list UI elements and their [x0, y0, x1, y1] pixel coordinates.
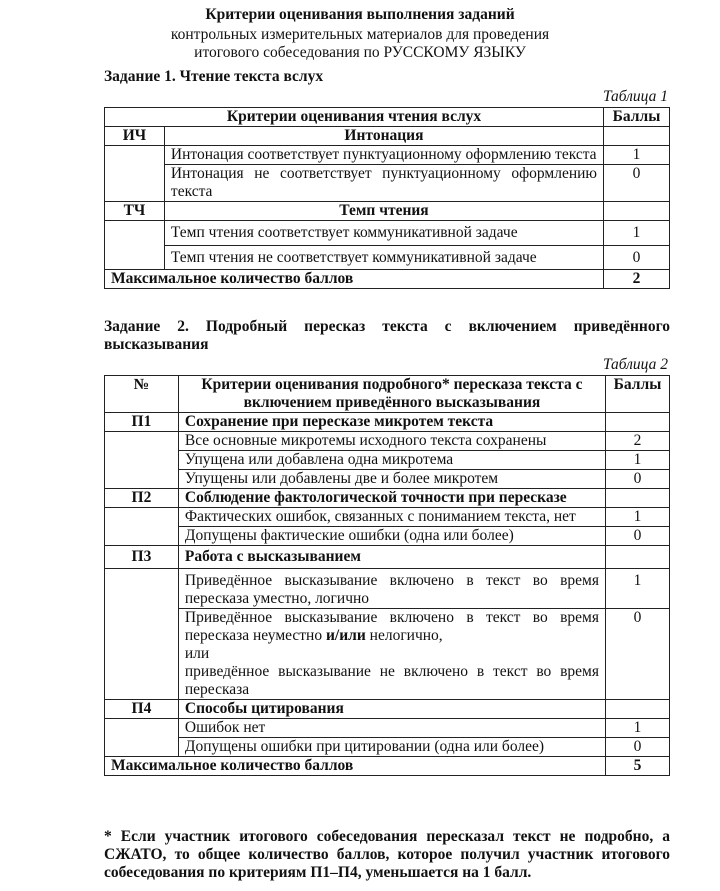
criterion-text-emphasis: и/или — [325, 627, 366, 644]
table2-col-criteria: Критерии оценивания подробного* пересказа текста с включением приведённого высказывания — [178, 376, 605, 413]
criterion-text: Фактических ошибок, связанных с пониманием текста, нет — [178, 508, 605, 527]
footnote: * Если участник итогового собеседования пересказал текст не подробно, а СЖАТО, то общее количество баллов, которое получил участник итогового собеседования по критериям П1–П4, уменьшается на 1 балл. — [104, 828, 670, 881]
table-row — [105, 508, 670, 527]
criterion-code: П4 — [105, 700, 179, 719]
table2-col-num: № — [105, 376, 179, 413]
points-cell: 0 — [604, 165, 670, 202]
table-row — [105, 569, 670, 609]
criterion-code: ИЧ — [105, 127, 165, 146]
table2-header-row — [105, 376, 670, 413]
code-spacer — [105, 146, 165, 202]
criterion-text-part: Приведённое высказывание включено в текст во время пересказа неуместно — [184, 609, 599, 644]
criterion-code: ТЧ — [105, 202, 165, 221]
criterion-text: Интонация соответствует пунктуационному оформлению текста — [164, 146, 603, 165]
document-subtitle-line-1: контрольных измерительных материалов для проведения — [170, 26, 550, 43]
table-row — [105, 221, 670, 246]
points-cell — [606, 413, 670, 432]
criterion-text: Допущены ошибки при цитировании (одна или более) — [178, 738, 605, 757]
criterion-title: Работа с высказыванием — [178, 546, 605, 569]
criterion-code: П1 — [105, 413, 179, 432]
table2-group-row — [105, 546, 670, 569]
points-cell: 0 — [606, 470, 670, 489]
table2-caption: Таблица 2 — [602, 356, 668, 373]
points-cell — [604, 127, 670, 146]
points-cell — [606, 700, 670, 719]
document-subtitle-line-2: итогового собеседования по РУССКОМУ ЯЗЫКУ — [194, 44, 526, 61]
table1-header-row — [105, 108, 670, 127]
criterion-title: Темп чтения — [164, 202, 603, 221]
points-cell: 1 — [606, 451, 670, 470]
criterion-text: Упущена или добавлена одна микротема — [178, 451, 605, 470]
table2-total-row — [105, 757, 670, 776]
table-row — [105, 451, 670, 470]
points-cell: 1 — [604, 221, 670, 246]
criterion-text: Темп чтения соответствует коммуникативной задаче — [164, 221, 603, 246]
table-row — [105, 146, 670, 165]
table-row — [105, 527, 670, 546]
max-points-label: Максимальное количество баллов — [105, 757, 606, 776]
criterion-text: Интонация не соответствует пунктуационному оформлению текста — [164, 165, 603, 202]
points-cell — [604, 202, 670, 221]
code-spacer — [105, 569, 179, 700]
criterion-text: Упущены или добавлены две и более микротем — [178, 470, 605, 489]
points-cell: 0 — [604, 246, 670, 270]
table-row — [105, 246, 670, 270]
points-cell: 0 — [606, 738, 670, 757]
points-cell: 1 — [606, 508, 670, 527]
table-row — [105, 738, 670, 757]
points-cell: 1 — [606, 719, 670, 738]
code-spacer — [105, 719, 179, 757]
table2-col-points: Баллы — [606, 376, 670, 413]
code-spacer — [105, 221, 165, 270]
criterion-text: Допущены фактические ошибки (одна или более) — [178, 527, 605, 546]
criterion-text: Все основные микротемы исходного текста сохранены — [178, 432, 605, 451]
criterion-text-or: или — [184, 645, 210, 662]
criterion-code: П2 — [105, 489, 179, 508]
table2-group-row — [105, 413, 670, 432]
table-row — [105, 609, 670, 700]
max-points-value: 5 — [606, 757, 670, 776]
criterion-title: Соблюдение фактологической точности при пересказе — [178, 489, 605, 508]
criterion-text: Темп чтения не соответствует коммуникативной задаче — [164, 246, 603, 270]
code-spacer — [105, 508, 179, 546]
points-cell — [606, 489, 670, 508]
table1-caption: Таблица 1 — [602, 88, 668, 105]
criterion-code: П3 — [105, 546, 179, 569]
criterion-text: Приведённое высказывание включено в текст во время пересказа уместно, логично — [178, 569, 605, 609]
criterion-text: Ошибок нет — [178, 719, 605, 738]
table1-group-row — [105, 127, 670, 146]
table-row — [105, 432, 670, 451]
points-cell: 2 — [606, 432, 670, 451]
table2-group-row — [105, 700, 670, 719]
max-points-value: 2 — [604, 270, 670, 289]
points-cell: 0 — [606, 527, 670, 546]
points-cell — [606, 546, 670, 569]
table1-col-criteria: Критерии оценивания чтения вслух — [105, 108, 604, 127]
table1-total-row — [105, 270, 670, 289]
table2-group-row — [105, 489, 670, 508]
criterion-title: Способы цитирования — [178, 700, 605, 719]
task2-heading: Задание 2. Подробный пересказ текста с включением приведённого высказывания — [104, 318, 670, 353]
task1-heading: Задание 1. Чтение текста вслух — [104, 68, 324, 85]
points-cell: 1 — [604, 146, 670, 165]
table-reading-criteria — [104, 107, 670, 289]
criterion-text-part: приведённое высказывание не включено в текст во время пересказа — [184, 663, 599, 698]
points-cell: 1 — [606, 569, 670, 609]
table-row — [105, 470, 670, 489]
max-points-label: Максимальное количество баллов — [105, 270, 604, 289]
criterion-title: Сохранение при пересказе микротем текста — [178, 413, 605, 432]
table1-col-points: Баллы — [604, 108, 670, 127]
table-retelling-criteria — [104, 375, 670, 776]
document-title: Критерии оценивания выполнения заданий — [205, 6, 515, 23]
code-spacer — [105, 432, 179, 489]
criterion-text-part: нелогично, — [365, 627, 443, 644]
table-row — [105, 165, 670, 202]
points-cell: 0 — [606, 609, 670, 700]
table-row — [105, 719, 670, 738]
criterion-text-composite — [178, 609, 605, 700]
criterion-title: Интонация — [164, 127, 603, 146]
table1-group-row — [105, 202, 670, 221]
